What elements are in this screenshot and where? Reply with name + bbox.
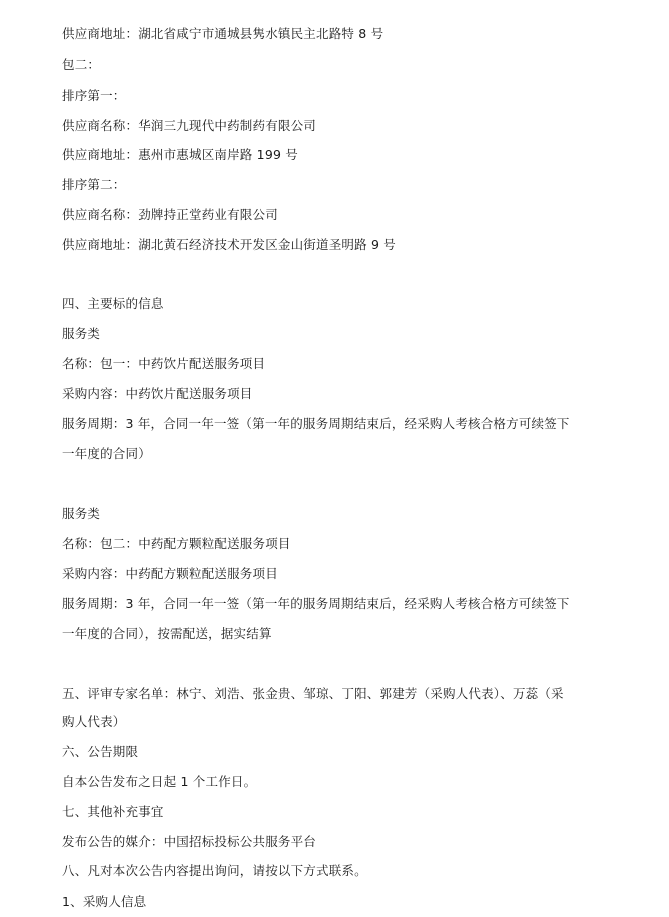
- section-heading: 八、凡对本次公告内容提出询问，请按以下方式联系。: [62, 863, 367, 878]
- text-line: 供应商地址：惠州市惠城区南岸路 199 号: [62, 147, 299, 162]
- text-line: 一年度的合同），按需配送，据实结算: [62, 626, 272, 641]
- text-line: 服务周期：3 年，合同一年一签（第一年的服务周期结束后，经采购人考核合格方可续签下: [62, 596, 570, 611]
- text-line: 自本公告发布之日起 1 个工作日。: [62, 774, 257, 789]
- text-line: 1、采购人信息: [62, 894, 147, 909]
- text-line: 采购内容：中药饮片配送服务项目: [62, 386, 253, 401]
- text-line: 发布公告的媒介：中国招标投标公共服务平台: [62, 834, 317, 849]
- text-line: 名称：包二：中药配方颗粒配送服务项目: [62, 536, 291, 551]
- text-line: 采购内容：中药配方颗粒配送服务项目: [62, 566, 278, 581]
- text-line: 名称：包一：中药饮片配送服务项目: [62, 356, 266, 371]
- text-line: 一年度的合同）: [62, 446, 151, 461]
- text-line: 供应商地址：湖北省咸宁市通城县隽水镇民主北路特 8 号: [62, 26, 384, 41]
- section-heading: 六、公告期限: [62, 744, 139, 759]
- text-line: 购人代表）: [62, 714, 126, 729]
- text-line: 服务类: [62, 506, 101, 521]
- text-line: 服务周期：3 年，合同一年一签（第一年的服务周期结束后，经采购人考核合格方可续签下: [62, 416, 570, 431]
- text-line: 供应商名称：劲牌持正堂药业有限公司: [62, 207, 278, 222]
- section-heading: 五、评审专家名单：林宁、刘浩、张金贵、邹琼、丁阳、郭建芳（采购人代表）、万蕊（采: [62, 686, 564, 701]
- text-line: 排序第一：: [62, 88, 126, 103]
- section-heading: 七、其他补充事宜: [62, 804, 164, 819]
- text-line: 排序第二：: [62, 177, 126, 192]
- text-line: 供应商名称：华润三九现代中药制药有限公司: [62, 118, 317, 133]
- text-line: 包二：: [62, 57, 101, 72]
- text-line: 供应商地址：湖北黄石经济技术开发区金山街道圣明路 9 号: [62, 237, 397, 252]
- text-line: 服务类: [62, 326, 101, 341]
- section-heading: 四、主要标的信息: [62, 296, 164, 311]
